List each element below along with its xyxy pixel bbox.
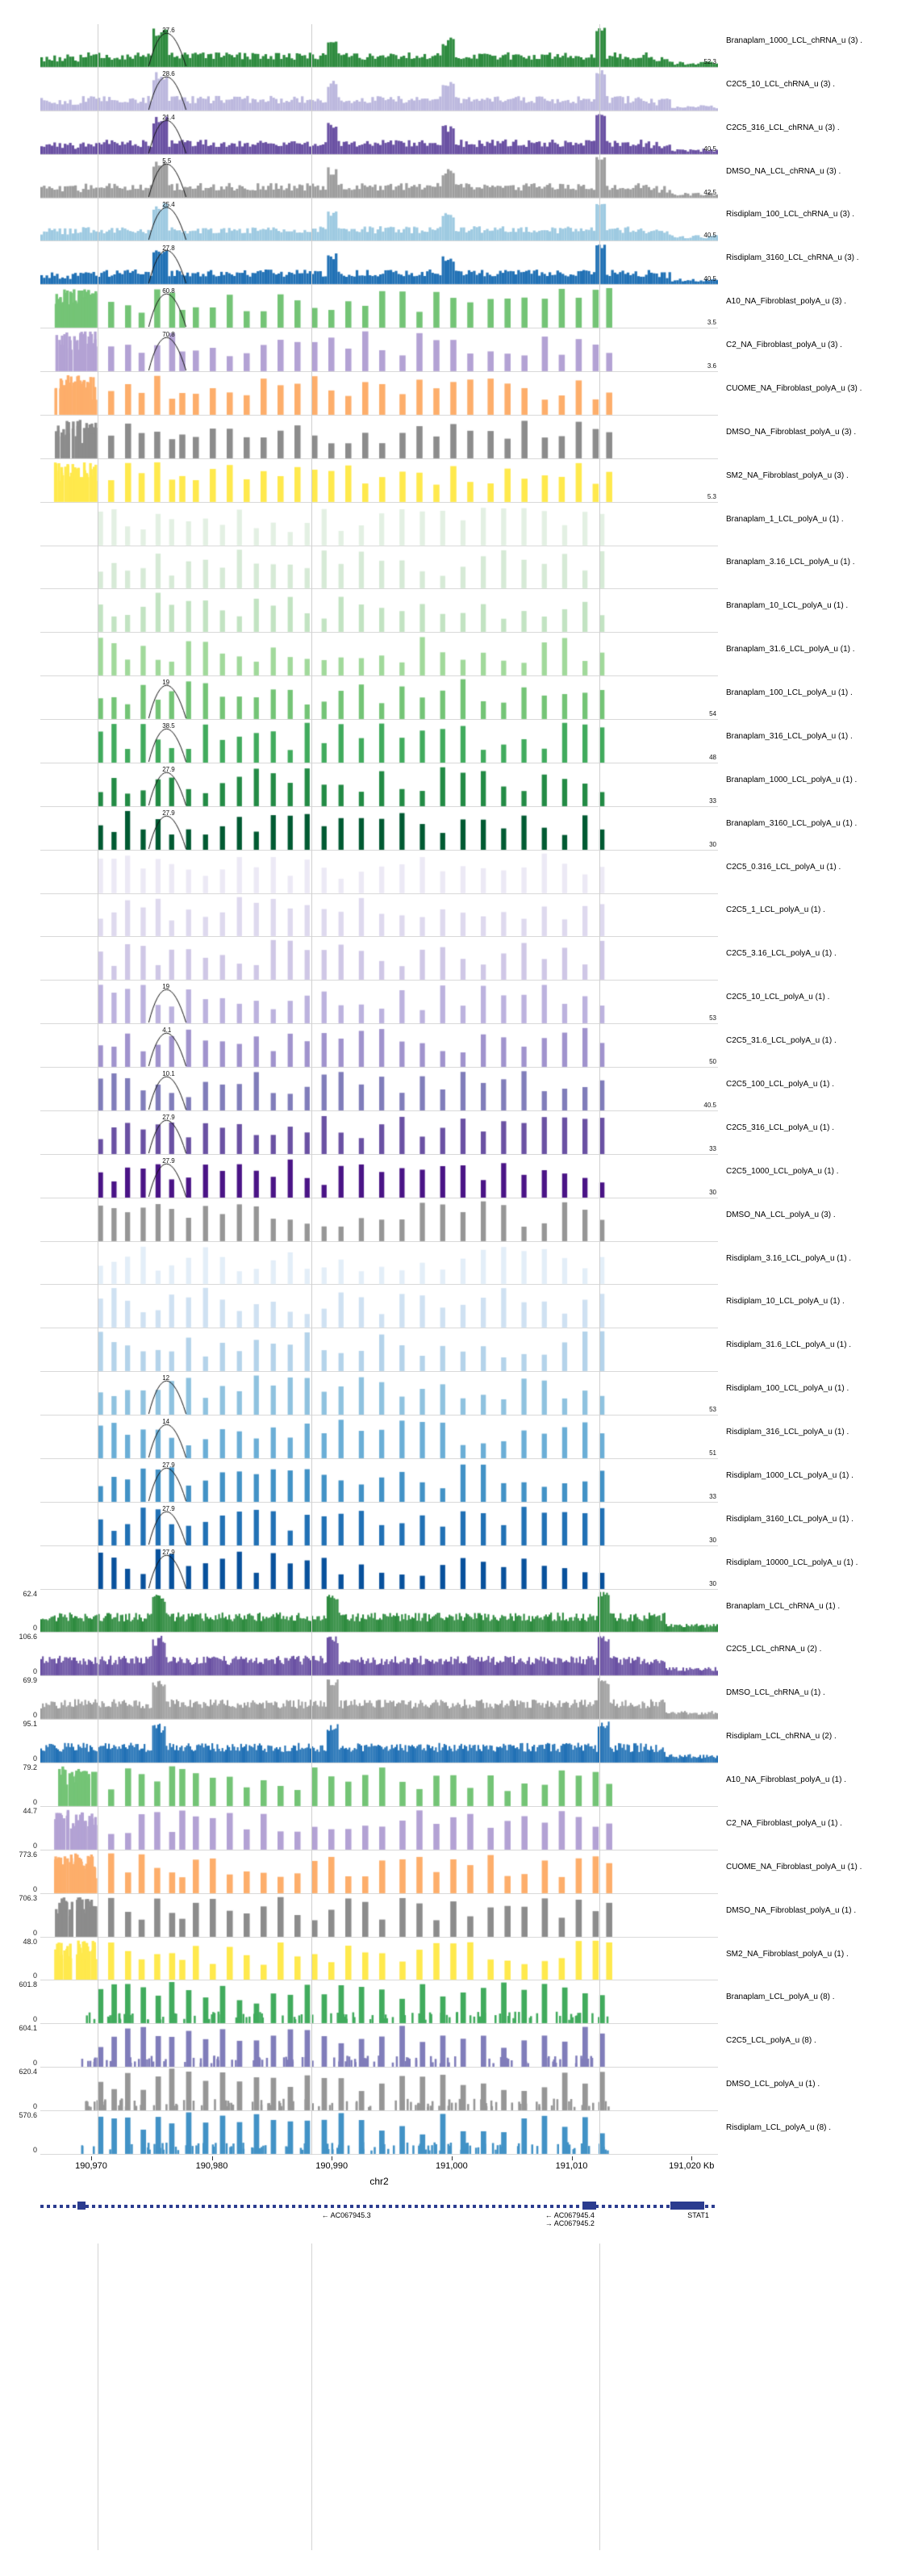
gene-annotation-label[interactable]: ← AC067945.3 xyxy=(321,2211,371,2219)
track-label[interactable]: C2C5_10_LCL_polyA_u (1) . xyxy=(726,993,830,1002)
coverage-track[interactable] xyxy=(40,372,718,416)
gene-model-panel xyxy=(40,2198,718,2247)
track-coverage-plot xyxy=(40,1938,718,1981)
coverage-track[interactable] xyxy=(40,807,718,851)
right-junction-count-label: 54 xyxy=(709,710,716,717)
axis-tick-mark xyxy=(452,2156,453,2160)
junction-count-label: 21.4 xyxy=(162,113,175,121)
coverage-track[interactable] xyxy=(40,937,718,981)
coverage-track[interactable] xyxy=(40,1372,718,1416)
coverage-track[interactable] xyxy=(40,1242,718,1286)
coverage-track[interactable] xyxy=(23,1676,718,1720)
gene-annotation-label[interactable]: STAT1 xyxy=(687,2211,709,2219)
junction-count-label: 27.9 xyxy=(162,766,175,774)
junction-count-label: 27.9 xyxy=(162,1504,175,1512)
track-coverage-plot xyxy=(40,155,718,199)
track-coverage-plot xyxy=(40,459,718,503)
track-coverage-plot xyxy=(40,372,718,416)
track-coverage-plot xyxy=(40,1807,718,1850)
right-junction-count-label: 30 xyxy=(709,1579,716,1587)
track-label[interactable]: C2C5_1_LCL_polyA_u (1) . xyxy=(726,905,825,915)
track-label[interactable]: Risdiplam_316_LCL_polyA_u (1) . xyxy=(726,1428,849,1437)
track-label[interactable]: A10_NA_Fibroblast_polyA_u (3) . xyxy=(726,297,846,307)
junction-count-label: 5.5 xyxy=(162,157,172,165)
axis-tick-label: 191,000 xyxy=(435,2161,468,2171)
track-scale-max: 570.6 xyxy=(19,2111,37,2119)
coverage-track[interactable] xyxy=(40,981,718,1024)
right-junction-count-label: 48 xyxy=(709,753,716,761)
track-scale-max: 79.2 xyxy=(23,1763,37,1771)
coverage-track[interactable] xyxy=(19,1850,718,1894)
gene-exon-block[interactable] xyxy=(670,2202,704,2210)
coverage-track[interactable] xyxy=(40,1198,718,1242)
junction-count-label: 27.9 xyxy=(162,1114,175,1122)
track-coverage-plot xyxy=(40,1111,718,1155)
junction-count-label: 27.9 xyxy=(162,809,175,817)
junction-count-label: 27.9 xyxy=(162,1548,175,1556)
right-junction-count-label: 40.5 xyxy=(703,232,716,240)
track-label[interactable]: C2C5_10_LCL_chRNA_u (3) . xyxy=(726,79,836,89)
coverage-track[interactable] xyxy=(23,1720,718,1763)
track-coverage-plot xyxy=(40,720,718,763)
track-label[interactable]: DMSO_NA_Fibroblast_polyA_u (1) . xyxy=(726,1905,857,1915)
coverage-track[interactable] xyxy=(40,416,718,459)
right-junction-count-label: 50 xyxy=(709,1058,716,1065)
axis-tick-mark xyxy=(212,2156,213,2160)
right-junction-count-label: 33 xyxy=(709,1492,716,1500)
track-label[interactable]: C2C5_LCL_polyA_u (8) . xyxy=(726,2036,816,2046)
track-coverage-plot xyxy=(40,2068,718,2111)
coverage-tracks-panel xyxy=(19,24,718,2155)
track-coverage-plot xyxy=(40,807,718,851)
axis-tick-mark xyxy=(691,2156,692,2160)
genome-coordinate-axis xyxy=(40,2156,718,2192)
track-coverage-plot xyxy=(40,894,718,938)
coverage-track[interactable] xyxy=(40,199,718,242)
axis-tick-mark xyxy=(91,2156,92,2160)
track-label[interactable]: Risdiplam_31.6_LCL_polyA_u (1) . xyxy=(726,1340,852,1350)
coverage-track[interactable] xyxy=(19,1980,718,2024)
track-label[interactable]: DMSO_NA_Fibroblast_polyA_u (3) . xyxy=(726,427,857,437)
track-label[interactable]: Risdiplam_100_LCL_polyA_u (1) . xyxy=(726,1384,849,1394)
track-coverage-plot xyxy=(40,1763,718,1807)
coverage-track[interactable] xyxy=(40,1155,718,1198)
coverage-track[interactable] xyxy=(40,1328,718,1372)
track-label[interactable]: Branaplam_1_LCL_polyA_u (1) . xyxy=(726,514,844,524)
track-coverage-plot xyxy=(40,68,718,111)
guide-line-right xyxy=(599,2244,600,2550)
track-coverage-plot xyxy=(40,1285,718,1328)
track-coverage-plot xyxy=(40,981,718,1024)
track-label[interactable]: C2C5_LCL_chRNA_u (2) . xyxy=(726,1645,822,1654)
junction-count-label: 70.8 xyxy=(162,331,175,339)
axis-tick-label: 190,990 xyxy=(315,2161,348,2171)
coverage-track[interactable] xyxy=(40,241,718,285)
track-label[interactable]: Branaplam_316_LCL_polyA_u (1) . xyxy=(726,731,853,741)
track-coverage-plot xyxy=(40,1024,718,1068)
track-coverage-plot xyxy=(40,1416,718,1459)
track-coverage-plot xyxy=(40,1633,718,1676)
track-label[interactable]: Branaplam_10_LCL_polyA_u (1) . xyxy=(726,601,849,611)
track-coverage-plot xyxy=(40,416,718,459)
track-label[interactable]: C2_NA_Fibroblast_polyA_u (1) . xyxy=(726,1818,842,1828)
right-junction-count-label: 52.3 xyxy=(703,57,716,65)
track-label[interactable]: C2_NA_Fibroblast_polyA_u (3) . xyxy=(726,341,842,350)
track-scale-max: 620.4 xyxy=(19,2068,37,2076)
track-label[interactable]: Branaplam_LCL_polyA_u (8) . xyxy=(726,1993,835,2002)
track-scale-min: 0 xyxy=(32,1624,37,1633)
track-label[interactable]: Risdiplam_100_LCL_chRNA_u (3) . xyxy=(726,210,854,220)
track-scale-min: 0 xyxy=(32,1754,37,1763)
track-label[interactable]: Branaplam_31.6_LCL_polyA_u (1) . xyxy=(726,645,855,654)
track-scale-min: 0 xyxy=(32,1884,37,1893)
plot-guide-line-1 xyxy=(311,24,312,2155)
junction-count-label: 28.6 xyxy=(162,70,175,78)
track-coverage-plot xyxy=(40,851,718,894)
track-coverage-plot xyxy=(40,1850,718,1894)
right-junction-count-label: 5.3 xyxy=(707,492,716,500)
junction-count-label: 60.8 xyxy=(162,287,175,295)
track-scale-max: 48.0 xyxy=(23,1937,37,1946)
track-label[interactable]: Branaplam_3160_LCL_polyA_u (1) . xyxy=(726,818,858,828)
track-label[interactable]: CUOME_NA_Fibroblast_polyA_u (3) . xyxy=(726,383,862,393)
track-coverage-plot xyxy=(40,111,718,155)
track-scale-min: 0 xyxy=(32,1841,37,1850)
coverage-track[interactable] xyxy=(40,763,718,807)
coverage-track[interactable] xyxy=(40,1024,718,1068)
track-coverage-plot xyxy=(40,241,718,285)
track-scale-max: 69.9 xyxy=(23,1676,37,1685)
track-label[interactable]: SM2_NA_Fibroblast_polyA_u (3) . xyxy=(726,470,849,480)
track-scale-min: 0 xyxy=(32,2145,37,2154)
track-label[interactable]: Branaplam_1000_LCL_polyA_u (1) . xyxy=(726,775,858,784)
coverage-track[interactable] xyxy=(40,503,718,546)
junction-count-label: 27.8 xyxy=(162,244,175,252)
coverage-track[interactable] xyxy=(40,633,718,676)
track-label[interactable]: SM2_NA_Fibroblast_polyA_u (1) . xyxy=(726,1949,849,1959)
coverage-track[interactable] xyxy=(40,68,718,111)
gene-exon-block[interactable] xyxy=(77,2202,86,2210)
coverage-track[interactable] xyxy=(19,2111,718,2155)
junction-count-label: 19 xyxy=(162,679,170,687)
track-coverage-plot xyxy=(40,328,718,372)
coverage-track[interactable] xyxy=(19,1893,718,1938)
coverage-track[interactable] xyxy=(40,894,718,938)
right-junction-count-label: 3.5 xyxy=(707,319,716,327)
right-junction-count-label: 53 xyxy=(709,1406,716,1413)
coverage-track[interactable] xyxy=(40,155,718,199)
track-coverage-plot xyxy=(40,1068,718,1111)
track-label[interactable]: C2C5_31.6_LCL_polyA_u (1) . xyxy=(726,1036,837,1046)
junction-count-label: 4.1 xyxy=(162,1027,172,1035)
track-scale-min: 0 xyxy=(32,2015,37,2024)
coverage-track[interactable] xyxy=(23,1937,718,1981)
track-label[interactable]: C2C5_1000_LCL_polyA_u (1) . xyxy=(726,1166,839,1176)
coverage-track[interactable] xyxy=(40,589,718,633)
right-junction-count-label: 33 xyxy=(709,797,716,805)
right-junction-count-label: 30 xyxy=(709,840,716,848)
coverage-track[interactable] xyxy=(40,24,718,68)
track-coverage-plot xyxy=(40,24,718,68)
coverage-track[interactable] xyxy=(40,1459,718,1503)
coverage-track[interactable] xyxy=(19,2068,718,2111)
coverage-track[interactable] xyxy=(40,459,718,503)
coverage-track[interactable] xyxy=(19,1633,718,1676)
coverage-track[interactable] xyxy=(40,1546,718,1590)
track-coverage-plot xyxy=(40,199,718,242)
coverage-track[interactable] xyxy=(40,1285,718,1328)
coverage-track[interactable] xyxy=(40,1068,718,1111)
junction-count-label: 27.6 xyxy=(162,27,175,35)
track-scale-max: 601.8 xyxy=(19,1980,37,1989)
track-label[interactable]: DMSO_LCL_chRNA_u (1) . xyxy=(726,1688,825,1698)
right-junction-count-label: 51 xyxy=(709,1449,716,1457)
coverage-track[interactable] xyxy=(40,1503,718,1546)
coverage-track[interactable] xyxy=(40,720,718,763)
track-scale-min: 0 xyxy=(32,1711,37,1720)
right-junction-count-label: 40.5 xyxy=(703,1101,716,1109)
junction-count-label: 12 xyxy=(162,1374,170,1382)
coverage-track[interactable] xyxy=(40,546,718,590)
track-label[interactable]: Risdiplam_10000_LCL_polyA_u (1) . xyxy=(726,1558,858,1567)
right-junction-count-label: 3.6 xyxy=(707,362,716,370)
track-coverage-plot xyxy=(40,633,718,676)
junction-count-label: 38.5 xyxy=(162,722,175,730)
track-coverage-plot xyxy=(40,1155,718,1198)
track-label[interactable]: DMSO_NA_LCL_polyA_u (3) . xyxy=(726,1210,836,1219)
track-coverage-plot xyxy=(40,1546,718,1590)
track-scale-min: 0 xyxy=(32,1797,37,1806)
track-label[interactable]: DMSO_LCL_polyA_u (1) . xyxy=(726,2080,820,2089)
track-label[interactable]: C2C5_0.316_LCL_polyA_u (1) . xyxy=(726,862,841,872)
track-coverage-plot xyxy=(40,1894,718,1938)
track-label[interactable]: Risdiplam_LCL_polyA_u (8) . xyxy=(726,2123,832,2133)
track-coverage-plot xyxy=(40,937,718,981)
track-scale-min: 0 xyxy=(32,1972,37,1980)
track-coverage-plot xyxy=(40,2024,718,2068)
track-coverage-plot xyxy=(40,546,718,590)
track-label[interactable]: CUOME_NA_Fibroblast_polyA_u (1) . xyxy=(726,1862,862,1871)
track-coverage-plot xyxy=(40,589,718,633)
coverage-track[interactable] xyxy=(40,328,718,372)
track-coverage-plot xyxy=(40,503,718,546)
right-junction-count-label: 40.5 xyxy=(703,275,716,283)
track-scale-max: 706.3 xyxy=(19,1893,37,1902)
junction-count-label: 27.9 xyxy=(162,1462,175,1470)
track-label[interactable]: Risdiplam_3160_LCL_polyA_u (1) . xyxy=(726,1514,853,1524)
junction-count-label: 19 xyxy=(162,983,170,991)
junction-count-label: 14 xyxy=(162,1418,170,1426)
track-label[interactable]: Risdiplam_10_LCL_polyA_u (1) . xyxy=(726,1297,845,1307)
track-coverage-plot xyxy=(40,2111,718,2155)
plot-guide-line-2 xyxy=(599,24,600,2155)
track-scale-min: 0 xyxy=(32,1928,37,1937)
coverage-track[interactable] xyxy=(23,1806,718,1850)
right-junction-count-label: 42.5 xyxy=(703,188,716,196)
track-label[interactable]: Branaplam_LCL_chRNA_u (1) . xyxy=(726,1601,841,1611)
axis-chromosome-label: chr2 xyxy=(369,2176,389,2187)
track-label[interactable]: C2C5_100_LCL_polyA_u (1) . xyxy=(726,1080,834,1089)
track-label[interactable]: Risdiplam_3160_LCL_chRNA_u (3) . xyxy=(726,253,859,263)
track-scale-min: 0 xyxy=(32,2102,37,2110)
axis-tick-label: 190,970 xyxy=(75,2161,107,2171)
track-label[interactable]: A10_NA_Fibroblast_polyA_u (1) . xyxy=(726,1775,846,1785)
guide-line-mid xyxy=(311,2244,312,2550)
right-junction-count-label: 53 xyxy=(709,1014,716,1022)
track-coverage-plot xyxy=(40,1198,718,1242)
track-label[interactable]: C2C5_316_LCL_polyA_u (1) . xyxy=(726,1123,834,1132)
right-junction-count-label: 30 xyxy=(709,1188,716,1196)
track-label[interactable]: Risdiplam_1000_LCL_polyA_u (1) . xyxy=(726,1470,853,1480)
coverage-track[interactable] xyxy=(19,2024,718,2068)
junction-count-label: 10.1 xyxy=(162,1070,175,1078)
gene-exon-block[interactable] xyxy=(582,2202,596,2210)
track-scale-max: 62.4 xyxy=(23,1589,37,1598)
coverage-track[interactable] xyxy=(40,1111,718,1155)
track-coverage-plot xyxy=(40,1720,718,1763)
track-coverage-plot xyxy=(40,1676,718,1720)
right-junction-count-label: 40.5 xyxy=(703,144,716,153)
track-scale-max: 604.1 xyxy=(19,2024,37,2033)
track-scale-max: 44.7 xyxy=(23,1806,37,1815)
bottom-guide-lines xyxy=(40,2244,718,2550)
axis-tick-label: 191,010 xyxy=(555,2161,588,2171)
junction-count-label: 27.9 xyxy=(162,1156,175,1165)
track-label[interactable]: Risdiplam_3.16_LCL_polyA_u (1) . xyxy=(726,1253,852,1263)
track-scale-min: 0 xyxy=(32,1667,37,1676)
track-scale-max: 106.6 xyxy=(19,1633,37,1641)
axis-tick-label: 191,020 Kb xyxy=(669,2161,715,2171)
track-label[interactable]: DMSO_NA_LCL_chRNA_u (3) . xyxy=(726,166,841,176)
track-label[interactable]: Branaplam_1000_LCL_chRNA_u (3) . xyxy=(726,36,862,45)
gene-annotation-label[interactable]: → AC067945.2 xyxy=(545,2219,595,2227)
track-coverage-plot xyxy=(40,285,718,328)
axis-tick-mark xyxy=(572,2156,573,2160)
track-label[interactable]: Branaplam_3.16_LCL_polyA_u (1) . xyxy=(726,558,855,567)
track-label[interactable]: C2C5_3.16_LCL_polyA_u (1) . xyxy=(726,949,837,959)
coverage-track[interactable] xyxy=(40,285,718,328)
track-coverage-plot xyxy=(40,1459,718,1503)
gene-intron-line xyxy=(40,2205,718,2208)
track-coverage-plot xyxy=(40,1503,718,1546)
junction-count-label: 25.4 xyxy=(162,200,175,208)
coverage-track[interactable] xyxy=(23,1763,718,1807)
coverage-track[interactable] xyxy=(40,851,718,894)
track-coverage-plot xyxy=(40,1328,718,1372)
track-label[interactable]: Risdiplam_LCL_chRNA_u (2) . xyxy=(726,1732,837,1742)
right-junction-count-label: 33 xyxy=(709,1144,716,1152)
track-coverage-plot xyxy=(40,1372,718,1416)
track-label[interactable]: Branaplam_100_LCL_polyA_u (1) . xyxy=(726,688,853,698)
track-scale-max: 95.1 xyxy=(23,1720,37,1729)
right-junction-count-label: 30 xyxy=(709,1536,716,1544)
track-coverage-plot xyxy=(40,676,718,720)
track-scale-min: 0 xyxy=(32,2059,37,2068)
track-label[interactable]: C2C5_316_LCL_chRNA_u (3) . xyxy=(726,123,840,132)
track-coverage-plot xyxy=(40,763,718,807)
track-scale-max: 773.6 xyxy=(19,1850,37,1859)
track-coverage-plot xyxy=(40,1242,718,1286)
coverage-track[interactable] xyxy=(40,111,718,155)
track-coverage-plot xyxy=(40,1590,718,1633)
axis-tick-label: 190,980 xyxy=(195,2161,228,2171)
coverage-track[interactable] xyxy=(40,676,718,720)
gene-annotation-label[interactable]: ← AC067945.4 xyxy=(545,2211,595,2219)
coverage-track[interactable] xyxy=(40,1416,718,1459)
coverage-track[interactable] xyxy=(23,1589,718,1633)
track-coverage-plot xyxy=(40,1980,718,2024)
